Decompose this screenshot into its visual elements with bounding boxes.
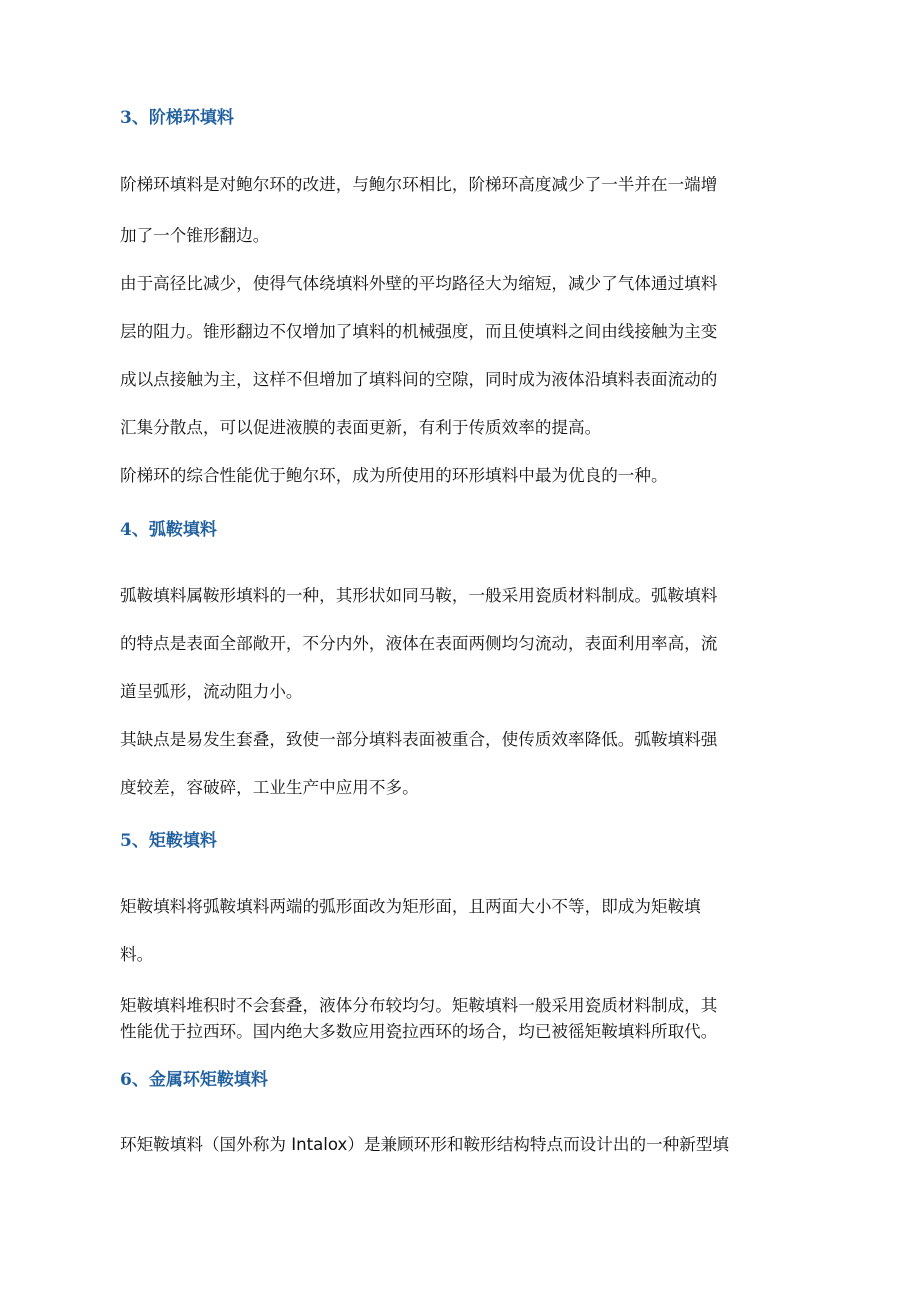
paragraph-line: 成以点接触为主，这样不但增加了填料间的空隙，同时成为液体沿填料表面流动的 bbox=[120, 370, 718, 389]
section-heading-3: 3、阶梯环填料 bbox=[120, 108, 234, 128]
section-heading-4: 4、弧鞍填料 bbox=[120, 520, 217, 540]
paragraph-line: 层的阻力。锥形翻边不仅增加了填料的机械强度，而且使填料之间由线接触为主变 bbox=[120, 322, 718, 341]
paragraph-line: 性能优于拉西环。国内绝大多数应用瓷拉西环的场合，均已被徭矩鞍填料所取代。 bbox=[120, 1022, 718, 1041]
paragraph-line: 汇集分散点，可以促进液膜的表面更新，有利于传质效率的提高。 bbox=[120, 418, 602, 437]
paragraph-line: 矩鞍填料堆积时不会套叠，液体分布较均匀。矩鞍填料一般采用瓷质材料制成，其 bbox=[120, 996, 718, 1015]
paragraph-line: 道呈弧形，流动阻力小。 bbox=[120, 682, 303, 701]
paragraph-line: 的特点是表面全部敞开，不分内外，液体在表面两侧均匀流动，表面利用率高，流 bbox=[120, 634, 718, 653]
paragraph-line: 阶梯环的综合性能优于鲍尔环，成为所使用的环形填料中最为优良的一种。 bbox=[120, 466, 668, 485]
section-heading-6: 6、金属环矩鞍填料 bbox=[120, 1070, 268, 1090]
paragraph-line: 料。 bbox=[120, 945, 154, 964]
section-heading-5: 5、矩鞍填料 bbox=[120, 831, 217, 851]
paragraph-line: 矩鞍填料将弧鞍填料两端的弧形面改为矩形面，且两面大小不等，即成为矩鞍填 bbox=[120, 897, 701, 916]
paragraph-line: 度较差，容破碎，工业生产中应用不多。 bbox=[120, 778, 419, 797]
paragraph-line: 弧鞍填料属鞍形填料的一种，其形状如同马鞍，一般采用瓷质材料制成。弧鞍填料 bbox=[120, 586, 718, 605]
paragraph-line: 阶梯环填料是对鲍尔环的改进，与鲍尔环相比，阶梯环高度减少了一半并在一端增 bbox=[120, 175, 718, 194]
paragraph-line: 其缺点是易发生套叠，致使一部分填料表面被重合，使传质效率降低。弧鞍填料强 bbox=[120, 730, 718, 749]
paragraph-line: 加了一个锥形翻边。 bbox=[120, 226, 270, 245]
paragraph-line: 环矩鞍填料（国外称为 Intalox）是兼顾环形和鞍形结构特点而设计出的一种新型填 bbox=[120, 1135, 730, 1154]
paragraph-line: 由于高径比减少，使得气体绕填料外壁的平均路径大为缩短，减少了气体通过填料 bbox=[120, 274, 718, 293]
